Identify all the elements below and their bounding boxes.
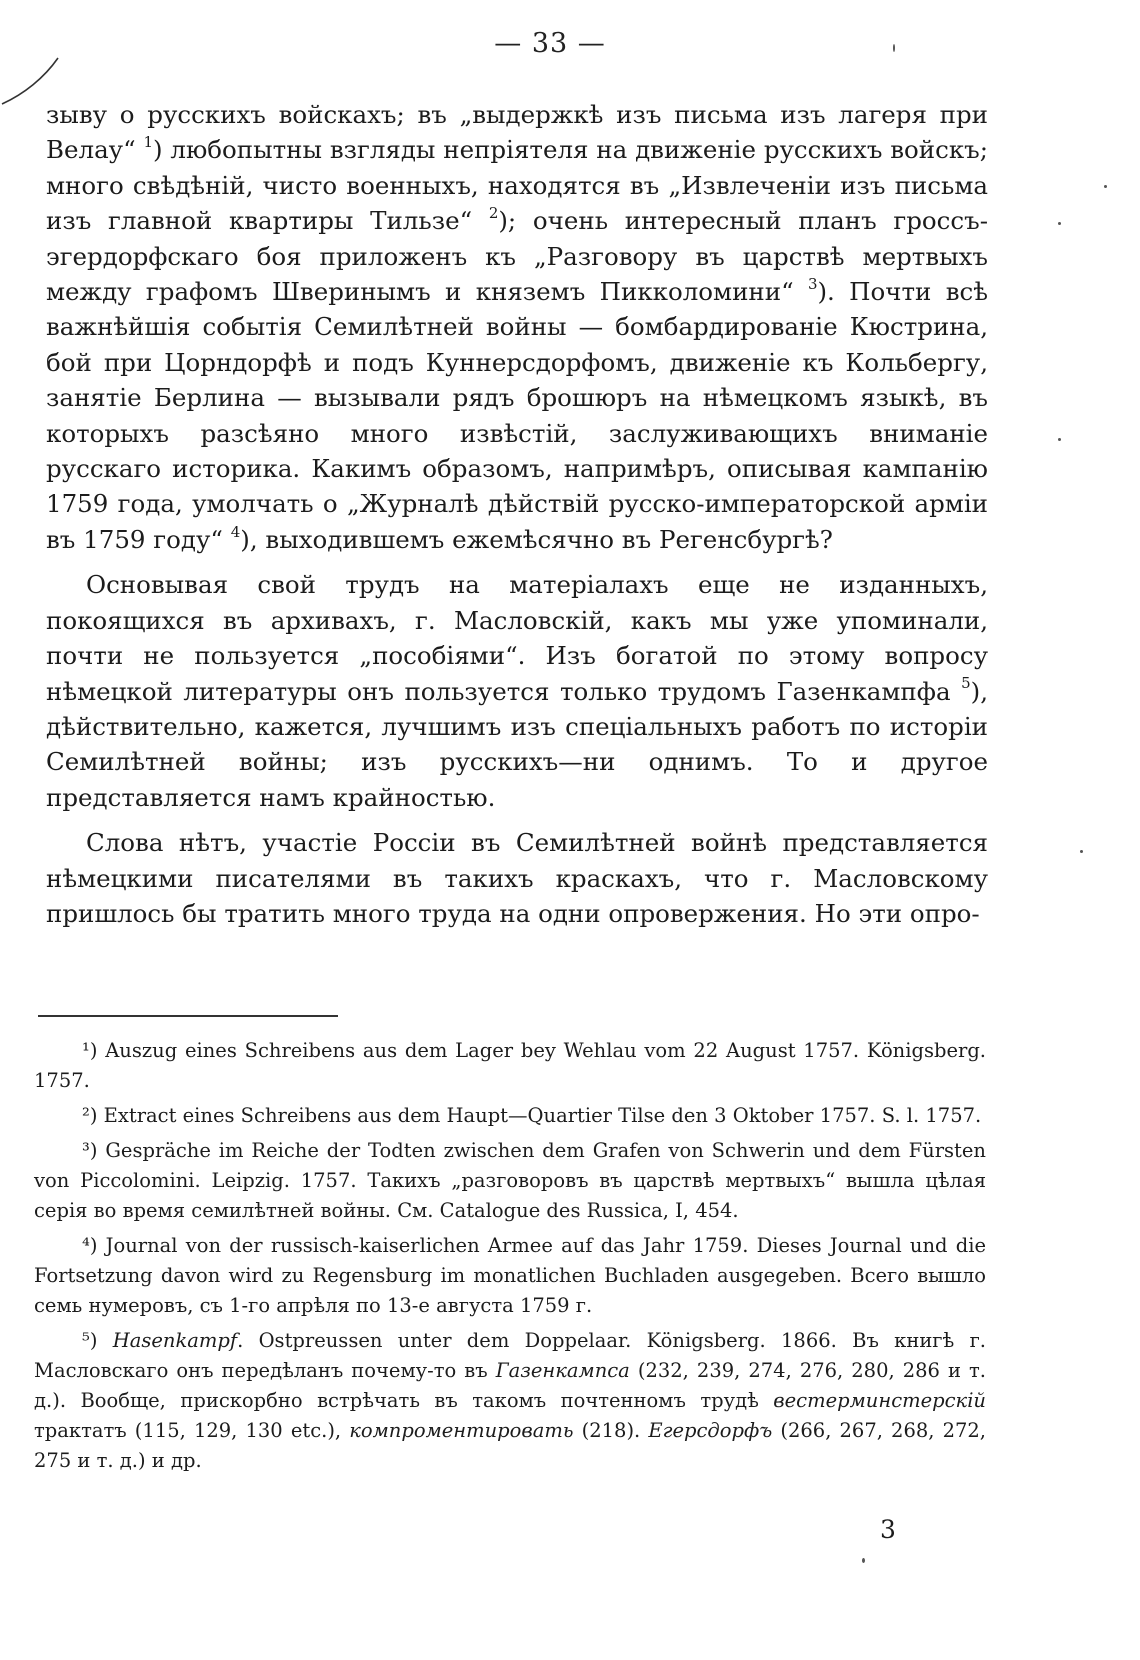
footnote-mark: ⁵ [82, 1329, 90, 1352]
footnote-text: (218). [573, 1419, 649, 1442]
footnote-text: ) Auszug eines Schreibens aus dem Lager bey Wehlau vom 22 August 1757. Königsberg. 1757. [34, 1039, 986, 1092]
footnote-2 [34, 1101, 986, 1131]
main-text [46, 97, 988, 931]
paragraph-1 [46, 97, 988, 557]
footnote-ref-4: 4 [230, 522, 241, 541]
paragraph-3: Слова нѣтъ, участіе Россіи въ Семилѣтней войнѣ представляется нѣмецкими писателями въ такихъ краскахъ, что г. Масловскому пришлось бы тратить много труда на одни опровержения. Но эти опро- [46, 828, 988, 928]
footnote-mark: ³ [82, 1139, 90, 1162]
speck [1058, 438, 1061, 441]
speck [893, 44, 895, 52]
footnote-text: ) Extract eines Schreibens aus dem Haupt—Quartier Tilse den 3 Oktober 1757. S. l. 1757. [89, 1104, 982, 1127]
text-run: ). Почти всѣ важнѣйшія событія Семилѣтней войны — бомбардированіе Кюстрина, бой при Цорндорфѣ и подъ Куннерсдорфомъ, движеніе къ Кольбергу, занятіе Берлина — вызывали рядъ брошюръ на нѣмецкомъ языкѣ, въ которыхъ разсѣяно много извѣстій, заслуживающихъ вниманіе русскаго историка. Какимъ образомъ, напримѣръ, описывая кампанію 1759 года, умолчать о „Журналѣ дѣйствій русско-императорской арміи въ 1759 году“ [46, 277, 988, 554]
text-run: ), выходившемъ ежемѣсячно въ Регенсбургѣ? [240, 524, 833, 554]
footnote-separator [38, 1015, 338, 1017]
footnotes [34, 1036, 986, 1481]
speck [1080, 850, 1083, 853]
text-run: зыву о русскихъ войскахъ; въ „выдержкѣ изъ письма изъ лагеря при Велау“ [46, 100, 988, 165]
author-name: Hasenkampf [112, 1329, 238, 1352]
footnote-mark: ² [82, 1104, 90, 1127]
footnote-ref-2: 2 [488, 204, 499, 223]
text-run: ), дѣйствительно, кажется, лучшимъ изъ спеціальныхъ работъ по исторіи Семилѣтней войны; изъ русскихъ—ни однимъ. То и другое представляется намъ крайностью. [46, 676, 988, 812]
footnote-text: (232, 239, 274, 276, 280, 286 и т. д.). Вообще, прискорбно встрѣчать въ такомъ почтенномъ трудѣ [34, 1359, 987, 1412]
footnote-3 [34, 1136, 986, 1226]
footnote-text: ) Gespräche im Reiche der Todten zwischen dem Grafen von Schwerin und dem Fürsten von Piccolomini. Leipzig. 1757. Такихъ „разговоровъ въ царствѣ мертвыхъ“ вышла цѣлая серія во время семилѣтней войны. См. Catalogue des Russica, I, 454. [34, 1139, 986, 1222]
footnote-ref-5: 5 [961, 674, 971, 693]
footnote-4 [34, 1231, 986, 1321]
italic-term: компроментировать [349, 1419, 574, 1442]
signature-mark: 3 [880, 1515, 896, 1544]
footnote-text: (266, 267, 268, 272, 275 и т. д.) и др. [34, 1419, 986, 1472]
paragraph-2 [46, 567, 988, 815]
text-run: ); очень интересный планъ гроссъ-эгердорфскаго боя приложенъ къ „Разговору въ царствѣ мертвыхъ между графомъ Шверинымъ и княземъ Пикколомини“ [46, 206, 988, 307]
footnote-1 [34, 1036, 986, 1096]
page-number: — 33 — [494, 28, 606, 59]
footnote-ref-3: 3 [807, 274, 818, 293]
italic-term: Газенкампса [495, 1359, 630, 1382]
text-run: ) любопытны взгляды непріятеля на движеніе русскихъ войскъ; много свѣдѣній, чисто военныхъ, находятся въ „Извлеченіи изъ письма изъ главной квартиры Тильзе“ [46, 135, 988, 236]
footnote-text: трактатъ (115, 129, 130 etc.), [34, 1419, 350, 1442]
footnote-text: ) Journal von der russisch-kaiserlichen Armee auf das Jahr 1759. Dieses Journal und die Fortsetzung davon wird zu Regensburg im monatlichen Buchladen ausgegeben. Всего вышло семь нумеровъ, съ 1-го апрѣля по 13-е августа 1759 г. [34, 1234, 986, 1317]
text-run: Основывая свой трудъ на матеріалахъ еще не изданныхъ, покоящихся въ архивахъ, г. Масловскій, какъ мы уже упоминали, почти не пользуется „пособіями“. Изъ богатой по этому вопросу нѣмецкой литературы онъ пользуется только трудомъ Газенкампфа [46, 570, 988, 706]
footnote-5: ⁵) Hasenkampf. Ostpreussen unter dem Doppelaar. Königsberg. 1866. Въ книгѣ г. Масловскаго онъ передѣланъ почему-то въ Газенкампса (232, 239, 274, 276, 280, 286 и т. д.). Вообще, прискорбно встрѣчать въ такомъ почтенномъ трудѣ вестерминстерскій трактатъ (115, 129, 130 etc.), компроментировать (218). Егерсдорфъ (266, 267, 268, 272, 275 и т. д.) и др. [34, 1329, 987, 1472]
speck [1104, 185, 1107, 188]
italic-term: вестерминстерскій [773, 1389, 986, 1412]
speck [862, 1558, 865, 1563]
footnote-mark: ⁴ [82, 1234, 90, 1257]
footnote-mark: ¹ [82, 1039, 90, 1062]
footnote-text: . Ostpreussen unter dem Doppelaar. Königsberg. 1866. Въ книгѣ г. Масловскаго онъ передѣланъ почему-то въ [34, 1329, 986, 1382]
italic-term: Егерсдорфъ [648, 1419, 773, 1442]
speck [1058, 222, 1061, 225]
footnote-ref-1: 1 [143, 133, 153, 152]
